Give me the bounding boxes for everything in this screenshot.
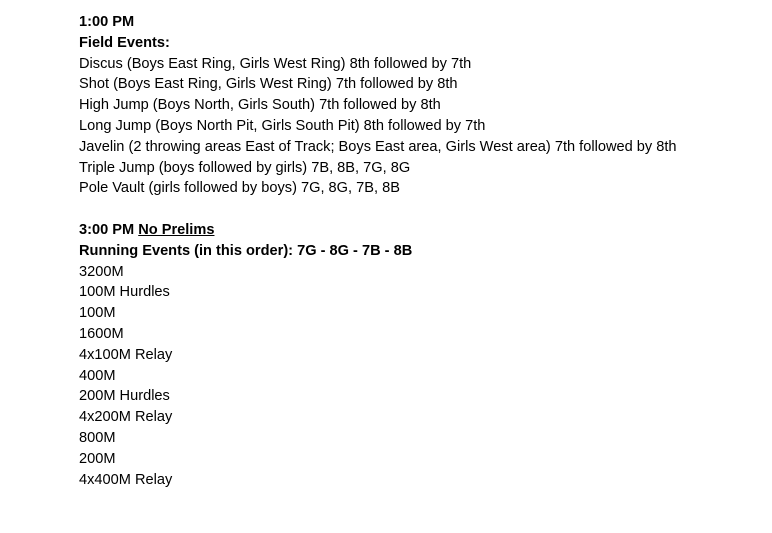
running-events-time-line [79,220,719,241]
running-events-heading: Running Events (in this order): 7G - 8G - 7B - 8B [79,242,413,259]
no-prelims-note: No Prelims [138,221,215,238]
running-event: 4x100M Relay [79,346,173,363]
running-event: 1600M [79,325,124,342]
section-spacer [79,199,719,220]
running-events-time: 3:00 PM [79,221,135,238]
field-event-javelin: Javelin (2 throwing areas East of Track; Boys East area, Girls West area) 7th followed by 8th [79,138,677,155]
field-event-triple-jump: Triple Jump (boys followed by girls) 7B, 8B, 7G, 8G [79,159,411,176]
field-events-time: 1:00 PM [79,14,135,30]
field-event-shot: Shot (Boys East Ring, Girls West Ring) 7th followed by 8th [79,76,458,93]
running-event: 100M Hurdles [79,284,170,301]
running-event: 400M [79,367,116,384]
running-event: 4x200M Relay [79,409,173,426]
running-event: 100M [79,305,116,322]
running-event: 200M Hurdles [79,388,170,405]
running-event: 3200M [79,263,124,280]
field-event-pole-vault: Pole Vault (girls followed by boys) 7G, 8G, 7B, 8B [79,180,400,197]
running-event: 800M [79,429,116,446]
running-event: 4x400M Relay [79,471,173,488]
running-event: 200M [79,450,116,467]
field-event-discus: Discus (Boys East Ring, Girls West Ring) 8th followed by 7th [79,55,472,72]
schedule-document [79,12,719,490]
field-event-high-jump: High Jump (Boys North, Girls South) 7th followed by 8th [79,97,441,114]
field-events-heading: Field Events: [79,34,170,51]
field-event-long-jump: Long Jump (Boys North Pit, Girls South Pit) 8th followed by 7th [79,117,486,134]
